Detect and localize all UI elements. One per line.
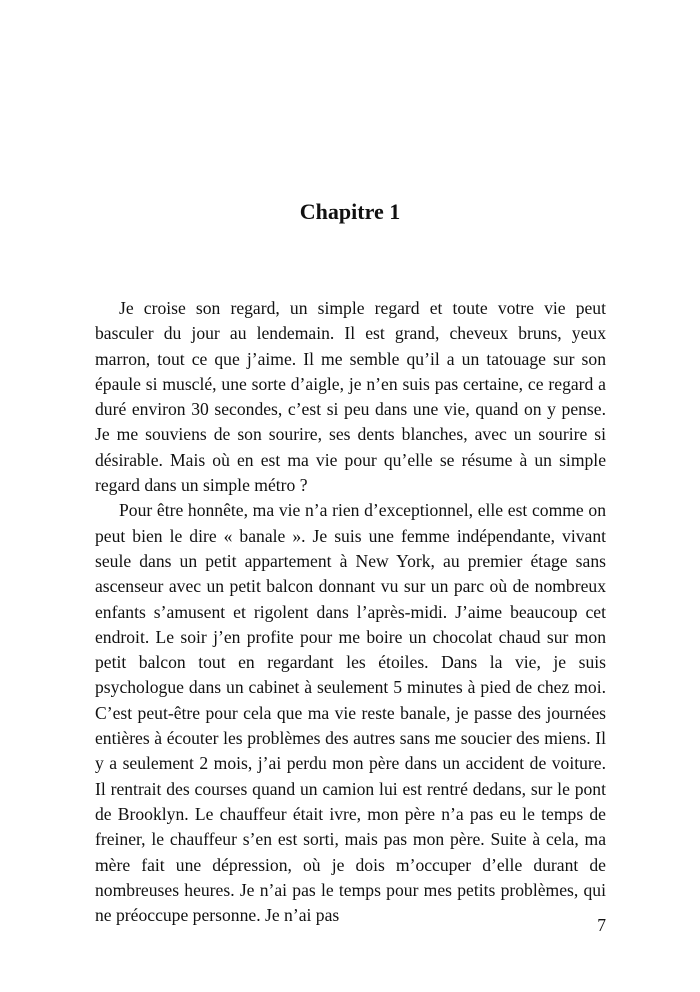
chapter-title: Chapitre 1 xyxy=(299,199,401,224)
paragraph-1: Je croise son regard, un simple regard et toute votre vie peut basculer du jour au lendemain. Il est grand, cheveux bruns, yeux marron, tout ce que j’aime. Il me semble qu’il a un tatouage sur son épaule si musclé, une sorte d’aigle, je n’en suis pas certaine, ce regard a duré environ 30 secondes, c’est si peu dans une vie, quand on y pense. Je me souviens de son sourire, ses dents blanches, avec un sourire si désirable. Mais où en est ma vie pour qu’elle se résume à un simple regard dans un simple métro ? xyxy=(95,298,606,496)
paragraph-2: Pour être honnête, ma vie n’a rien d’exceptionnel, elle est comme on peut bien le dire « banale ». Je suis une femme indépendante, vivant seule dans un petit appartement à New York, au premier étage sans ascenseur avec un petit balcon donnant vu sur un parc où de nombreux enfants s’amusent et rigolent dans l’après-midi. J’aime beaucoup cet endroit. Le soir j’en profite pour me boire un chocolat chaud sur mon petit balcon tout en regardant les étoiles. Dans la vie, je suis psychologue dans un cabinet à seulement 5 minutes à pied de chez moi. C’est peut-être pour cela que ma vie reste banale, je passe des journées entières à écouter les problèmes des autres sans me soucier des miens. Il y a seulement 2 mois, j’ai perdu mon père dans un accident de voiture. Il rentrait des courses quand un camion lui est rentré dedans, sur le pont de Brooklyn. Le chauffeur était ivre, mon père n’a pas eu le temps de freiner, le chauffeur s’en est sorti, mais pas mon père. Suite à cela, ma mère fait une dépression, où je dois m’occuper d’elle durant de nombreuses heures. Je n’ai pas le temps pour mes petits problèmes, qui ne préoccupe personne. Je n’ai pas xyxy=(95,500,606,926)
chapter-body xyxy=(95,296,606,928)
page-number: 7 xyxy=(597,915,606,935)
